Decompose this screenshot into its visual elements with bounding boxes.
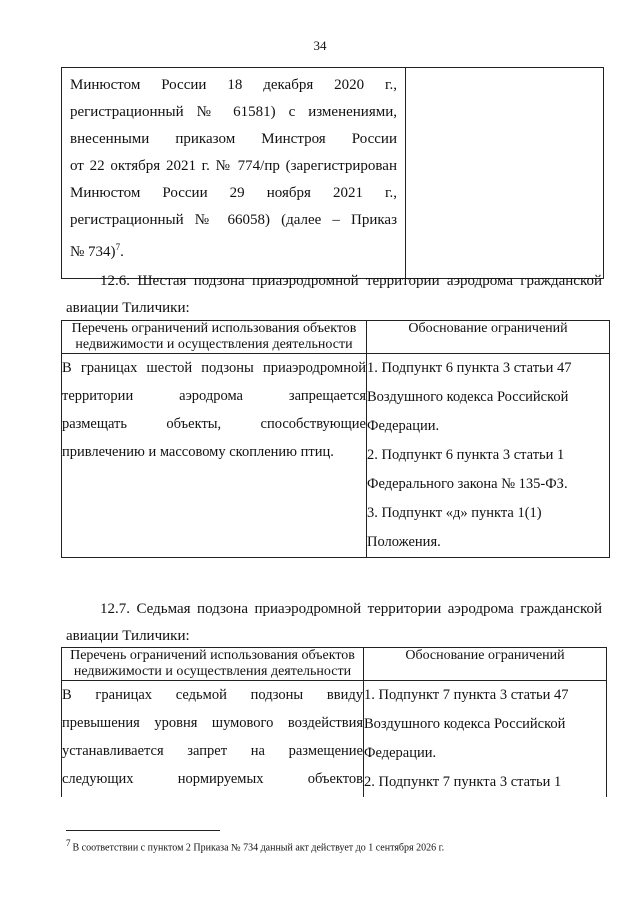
column-header-restrictions: Перечень ограничений использования объектов недвижимости и осуществления деятельности bbox=[62, 648, 364, 681]
text-line: от 22 октября 2021 г. № 774/пр (зарегистрирован bbox=[70, 158, 397, 174]
footnote-mark: 7 bbox=[66, 838, 71, 848]
text-line: устанавливается запрет на размещение bbox=[62, 743, 363, 759]
text-line: Минюстом России 29 ноября 2021 г., bbox=[70, 185, 397, 201]
column-header-restrictions: Перечень ограничений использования объектов недвижимости и осуществления деятельности bbox=[62, 321, 367, 354]
continued-cell-left bbox=[62, 68, 406, 279]
ground-item: 1. Подпункт 6 пункта 3 статьи 47 Воздушного кодекса Российской Федерации. bbox=[367, 360, 572, 434]
text-line: регистрационный № 61581) с изменениями, bbox=[70, 104, 397, 120]
footnote-text: В соответствии с пунктом 2 Приказа № 734 данный акт действует до 1 сентября 2026 г. bbox=[72, 842, 445, 854]
continued-cell-right bbox=[406, 68, 604, 279]
footnote-separator bbox=[66, 830, 220, 831]
text-line: привлечению и массовому скоплению птиц. bbox=[62, 444, 334, 460]
column-header-grounds: Обоснование ограничений bbox=[364, 648, 607, 681]
text-line: размещать объекты, способствующие bbox=[62, 416, 366, 432]
continued-table bbox=[61, 67, 604, 279]
section-12-7-table bbox=[61, 647, 607, 797]
column-header-grounds: Обоснование ограничений bbox=[367, 321, 610, 354]
restriction-cell bbox=[62, 681, 364, 798]
heading-line: авиации Тиличики: bbox=[66, 300, 190, 316]
ground-item: 3. Подпункт «д» пункта 1(1) Положения. bbox=[367, 505, 542, 550]
page-number: 34 bbox=[313, 38, 327, 53]
grounds-cell bbox=[367, 354, 610, 558]
footnote bbox=[66, 838, 444, 853]
text-line: превышения уровня шумового воздействия bbox=[62, 715, 363, 731]
text-line: регистрационный № 66058) (далее – Приказ bbox=[70, 212, 397, 228]
heading-line: 12.7. Седьмая подзона приаэродромной территории аэродрома гражданской bbox=[100, 601, 602, 617]
section-12-6-table bbox=[61, 320, 610, 558]
heading-line: 12.6. Шестая подзона приаэродромной территории аэродрома гражданской bbox=[100, 273, 602, 289]
text-line-last: № 734)$^7$. bbox=[70, 242, 124, 260]
heading-line: авиации Тиличики: bbox=[66, 628, 190, 644]
footnote-reference: 7 bbox=[115, 242, 121, 252]
text-line: внесенными приказом Минстроя России bbox=[70, 131, 397, 147]
text-line: Минюстом России 18 декабря 2020 г., bbox=[70, 77, 397, 93]
restriction-cell bbox=[62, 354, 367, 558]
grounds-cell bbox=[364, 681, 607, 798]
text-line: В границах седьмой подзоны ввиду bbox=[62, 687, 363, 703]
text-fragment: № 734) bbox=[70, 244, 116, 260]
section-12-7-heading bbox=[66, 596, 602, 650]
ground-item: 1. Подпункт 7 пункта 3 статьи 47 Воздушного кодекса Российской Федерации. bbox=[364, 687, 569, 761]
ground-item: 2. Подпункт 7 пункта 3 статьи 1 bbox=[364, 774, 562, 790]
text-line: следующих нормируемых объектов bbox=[62, 771, 363, 787]
text-line: территории аэродрома запрещается bbox=[62, 388, 366, 404]
text-line: В границах шестой подзоны приаэродромной bbox=[62, 360, 366, 376]
section-12-6-heading bbox=[66, 268, 602, 322]
ground-item: 2. Подпункт 6 пункта 3 статьи 1 Федерального закона № 135-ФЗ. bbox=[367, 447, 568, 492]
